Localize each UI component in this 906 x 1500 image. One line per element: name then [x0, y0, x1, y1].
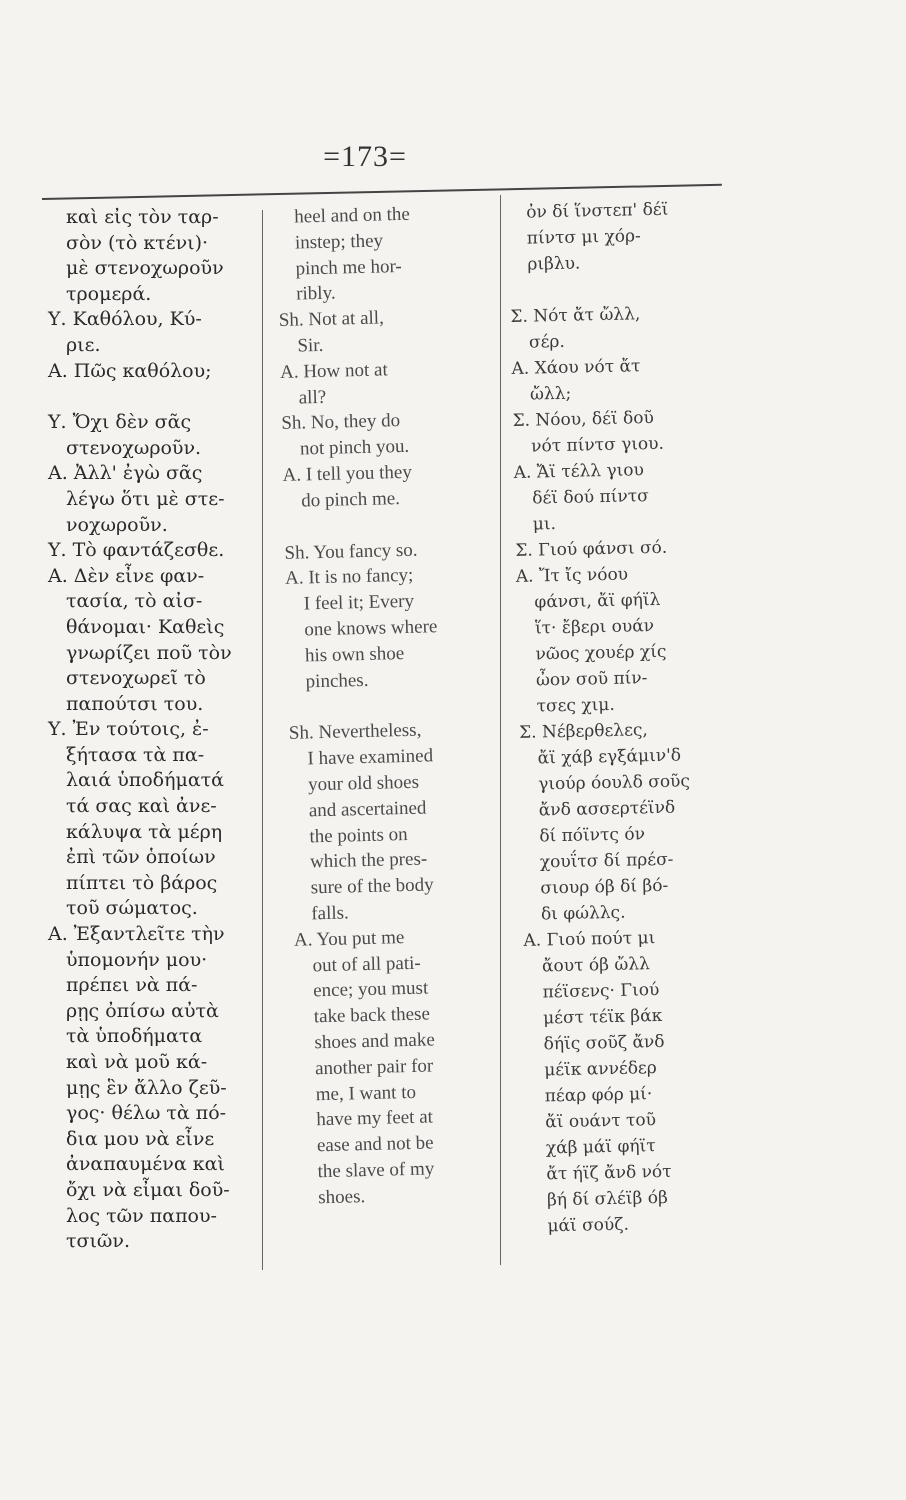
text-line: and ascertained — [308, 797, 427, 822]
text-line: τά σας καὶ ἀνε- — [66, 795, 217, 818]
text-line: I feel it; Every — [303, 590, 415, 615]
text-line: δι φώλλς. — [540, 902, 626, 925]
text-line: the slave of my — [317, 1158, 435, 1183]
text-line: have my feet at — [316, 1106, 434, 1131]
text-line: ὑπομονήν μου· — [66, 948, 208, 971]
text-line: ὦον σοῦ πίν- — [535, 668, 648, 691]
page-number: =173= — [323, 140, 407, 173]
text-line: παπούτσι του. — [66, 692, 204, 715]
text-line: which the pres- — [309, 848, 428, 873]
text-line: ἄνδ ασσερτέϊνδ — [538, 797, 676, 821]
text-line: Α. Δὲν εἶνε φαν- — [48, 564, 205, 587]
text-line: τσες χιμ. — [536, 694, 615, 717]
text-line: νοχωροῦν. — [66, 513, 168, 536]
text-line: στενοχωρεῖ τὸ — [66, 667, 206, 690]
text-line: your old shoes — [307, 771, 420, 796]
text-line: Σ. Νέβερθελες, — [518, 720, 649, 743]
text-line: λέγω ὅτι μὲ στε- — [66, 487, 225, 510]
text-line: λαιά ὑποδήματά — [66, 769, 225, 792]
text-line: Α. Ἴτ ἴς νόου — [515, 564, 629, 587]
text-line: γος· θέλω τὰ πό- — [66, 1102, 227, 1125]
text-line: A. I tell you they — [282, 461, 413, 486]
text-line: πίντσ μι χόρ- — [526, 226, 641, 249]
text-line: πέαρ φόρ μί· — [544, 1084, 653, 1107]
text-line: φάνσι, ἄϊ φήϊλ — [534, 589, 661, 613]
text-line: ence; you must — [312, 977, 429, 1002]
text-line: ἄουτ όβ ὤλλ — [541, 954, 650, 977]
text-line: στενοχωροῦν. — [66, 436, 202, 459]
text-line: Α. Γιού πούτ μι — [523, 928, 656, 951]
text-line: σὸν (τὸ κτένι)· — [66, 231, 209, 254]
text-line: γιούρ όουλδ σοῦς — [538, 771, 691, 795]
text-line: ἄτ ήϊζ ἄνδ νότ — [546, 1161, 672, 1185]
text-line: κάλυψα τὰ μέρη — [66, 820, 223, 843]
text-line: Σ. Νότ ἄτ ὤλλ, — [510, 304, 641, 327]
text-line: sure of the body — [310, 874, 434, 899]
text-line: δί πόϊντς όν — [539, 824, 646, 847]
text-line: the points on — [309, 823, 408, 847]
text-line: χουΐτσ δί πρέσ- — [539, 849, 674, 873]
text-line: falls. — [311, 902, 350, 925]
text-line: μέστ τέϊκ βάκ — [542, 1005, 663, 1029]
text-line: ρῃς ὀπίσω αὐτὰ — [66, 999, 219, 1022]
text-line: θάνομαι· Καθεὶς — [66, 615, 225, 638]
text-line: νῶος χουέρ χίς — [535, 641, 667, 665]
greek-column — [48, 205, 260, 1255]
text-line: Υ. Τὸ φαντάζεσθε. — [48, 539, 225, 562]
text-line: Sir. — [297, 334, 324, 357]
text-line: Sh. Not at all, — [278, 307, 385, 332]
text-line: πέϊσενς· Γιού — [542, 980, 660, 1003]
text-line: τσιῶν. — [66, 1230, 131, 1253]
text-line: καὶ νὰ μοῦ κά- — [66, 1051, 208, 1073]
text-line: λος τῶν παπου- — [66, 1204, 217, 1227]
text-line: δέϊ δού πίντσ — [532, 486, 649, 509]
text-line: instep; they — [294, 230, 384, 254]
text-line: out of all pati- — [312, 952, 421, 976]
text-line: Α. Ἐξαντλεῖτε τὴν — [48, 923, 225, 946]
text-line: one knows where — [304, 616, 438, 641]
text-line — [48, 384, 260, 410]
text-line: heel and on the — [294, 203, 411, 228]
text-line: I have examined — [307, 745, 434, 770]
text-line: μέϊκ αννέδερ — [544, 1058, 657, 1081]
text-line: all? — [298, 386, 327, 409]
text-line: Σ. Γιού φάνσι σό. — [515, 537, 668, 561]
text-line: ἄϊ χάβ εγξάμιν'δ — [537, 745, 682, 769]
text-line: Υ. Ὄχι δὲν σᾶς — [48, 411, 192, 434]
column-divider-left — [262, 210, 263, 1270]
text-line: ἵτ· ἔβερι ουάν — [534, 616, 655, 639]
text-line: shoes and make — [314, 1029, 436, 1054]
text-line: take back these — [313, 1003, 431, 1028]
text-line: τὰ ὑποδήματα — [66, 1025, 203, 1048]
text-line: πίπτει τὸ βάρος — [66, 871, 218, 894]
text-line: τρομερά. — [66, 282, 152, 305]
text-line: νότ πίντσ γιου. — [530, 433, 665, 457]
text-line: καὶ εἰς τὸν ταρ- — [66, 206, 219, 228]
text-line: Α. Πῶς καθόλου; — [48, 359, 212, 382]
text-line: pinches. — [305, 669, 369, 692]
text-line: another pair for — [314, 1055, 434, 1080]
text-line: me, I want to — [315, 1081, 417, 1105]
text-line: βή δί σλέϊβ όβ — [546, 1187, 669, 1211]
text-line: his own shoe — [304, 642, 405, 667]
text-line: Sh. No, they do — [281, 410, 401, 435]
text-line: A. It is no fancy; — [284, 565, 414, 590]
text-line: μάϊ σούζ. — [547, 1214, 630, 1237]
text-line: Α. Ἀλλ' ἐγὼ σᾶς — [48, 462, 203, 485]
text-line: μι. — [532, 514, 557, 535]
text-line: γνωρίζει ποῦ τὸν — [66, 641, 232, 664]
text-line: A. You put me — [293, 926, 405, 951]
text-line: Sh. You fancy so. — [284, 539, 418, 564]
text-line: μῃς ἓν ἄλλο ζεῦ- — [66, 1076, 227, 1099]
english-column — [276, 200, 523, 1212]
text-line: μὲ στενοχωροῦν — [66, 257, 224, 280]
text-line: χάβ μάϊ φήϊτ — [545, 1136, 656, 1159]
text-line: pinch me hor- — [295, 255, 402, 280]
text-line: Υ. Ἐν τούτοις, ἐ- — [48, 718, 209, 741]
text-line: Σ. Νόου, δέϊ δοῦ — [512, 407, 655, 431]
text-line: ease and not be — [316, 1132, 434, 1157]
text-line: ριβλυ. — [527, 253, 581, 275]
text-line: τασία, τὸ αἰσ- — [66, 590, 203, 613]
text-line: Α. Χάου νότ ἄτ — [511, 356, 641, 379]
text-line: τοῦ σώματος. — [66, 897, 198, 920]
text-line: not pinch you. — [299, 435, 410, 460]
text-line: Sh. Nevertheless, — [288, 719, 422, 745]
text-line: ὀν δί ἵνστεπ' δέϊ — [526, 199, 669, 223]
text-line: ριε. — [66, 333, 101, 356]
text-line: πρέπει νὰ πά- — [66, 974, 198, 997]
text-line: do pinch me. — [300, 487, 401, 512]
text-line: δήϊς σοῦζ ἄνδ — [543, 1031, 665, 1055]
text-line: Α. Ἄϊ τέλλ γιου — [513, 460, 645, 483]
text-line: A. How not at — [279, 359, 388, 383]
text-line: σέρ. — [528, 331, 566, 353]
text-line: Υ. Καθόλου, Κύ- — [48, 308, 202, 331]
text-line: ξήτασα τὰ πα- — [66, 743, 205, 766]
transliteration-column — [508, 196, 740, 1240]
text-line: ὄχι νὰ εἶμαι δοῦ- — [66, 1178, 230, 1201]
text-line: δια μου νὰ εἶνε — [66, 1127, 215, 1150]
text-line: σιουρ όβ δί βό- — [540, 875, 669, 899]
text-line: ribly. — [295, 282, 336, 305]
text-line: ὤλλ; — [529, 383, 572, 405]
text-line: shoes. — [318, 1185, 366, 1208]
text-line: ἐπὶ τῶν ὁποίων — [66, 846, 216, 869]
text-line: ἄϊ ουάντ τοῦ — [545, 1110, 657, 1133]
text-line: ἀναπαυμένα καὶ — [66, 1153, 225, 1176]
